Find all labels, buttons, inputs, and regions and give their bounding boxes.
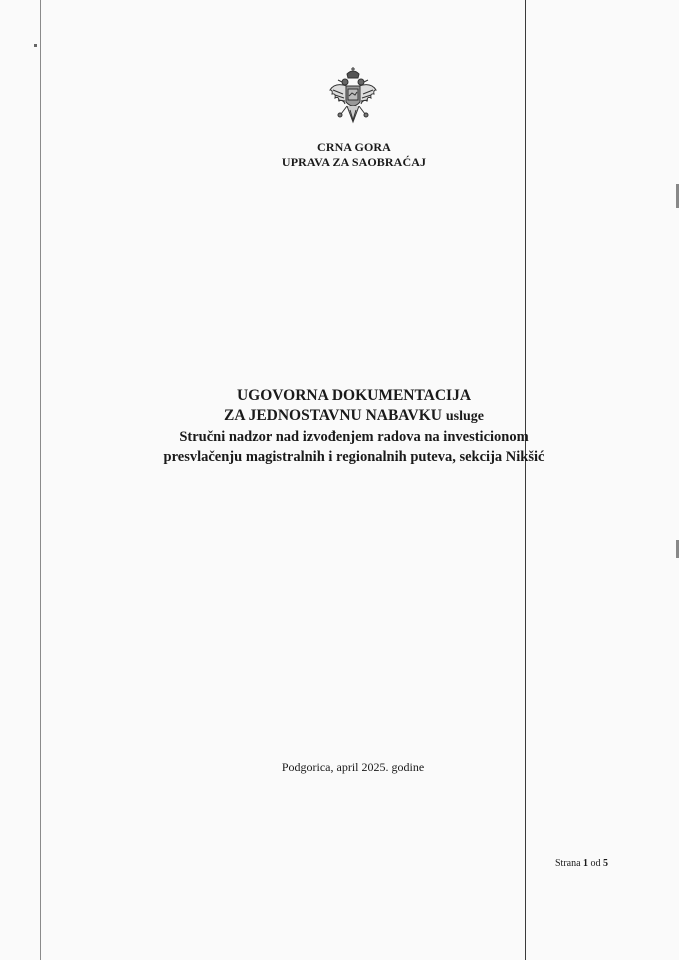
title-line-4: presvlačenju magistralnih i regionalnih puteva, sekcija Nikšić <box>163 449 545 465</box>
page-number-total: 5 <box>603 858 609 869</box>
scan-fold-line <box>525 0 526 960</box>
document-header <box>250 140 458 170</box>
montenegro-coat-of-arms-icon <box>327 66 379 128</box>
title-line-3: Stručni nadzor nad izvođenjem radova na investicionom <box>179 429 529 445</box>
title-line-1: UGOVORNA DOKUMENTACIJA <box>236 387 472 404</box>
document-title <box>100 386 608 467</box>
title-line-2-suffix: usluge <box>445 409 484 424</box>
page-number-current: 1 <box>583 858 589 869</box>
scan-edge-line-left <box>40 0 41 960</box>
title-line-2 <box>100 406 608 427</box>
country-name: CRNA GORA <box>317 140 391 154</box>
institution-name: UPRAVA ZA SAOBRAĆAJ <box>281 155 427 169</box>
page-number-prefix: Strana <box>555 858 581 869</box>
place-and-date: Podgorica, april 2025. godine <box>281 760 425 774</box>
title-line-2-main: ZA JEDNOSTAVNU NABAVKU <box>224 407 442 424</box>
page-number <box>555 858 608 869</box>
scan-speck <box>34 44 37 47</box>
page-number-separator: od <box>590 858 601 869</box>
